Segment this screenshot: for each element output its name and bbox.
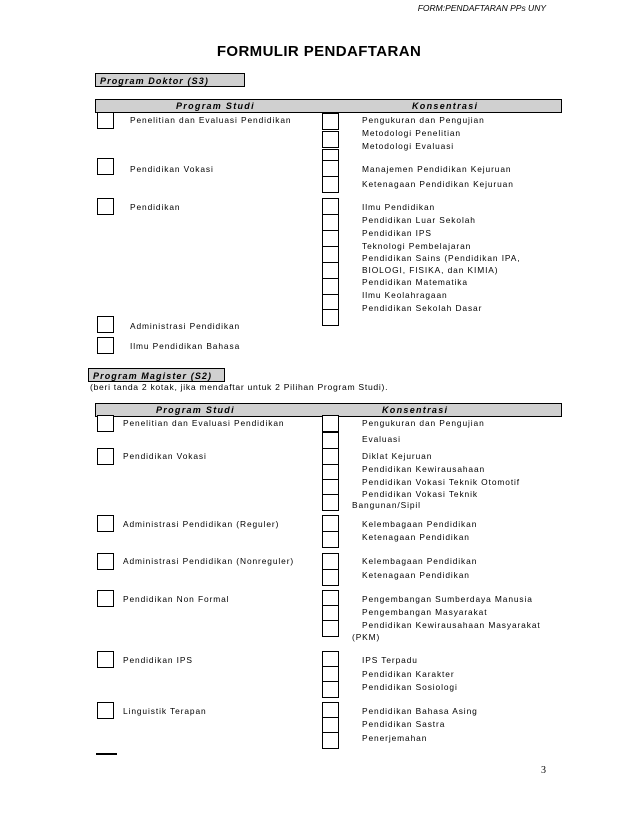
s3-col-konsentrasi: Konsentrasi: [412, 101, 479, 111]
s2-program-label: Administrasi Pendidikan (Nonreguler): [123, 556, 295, 566]
s3-konsentrasi-checkbox[interactable]: [322, 262, 339, 279]
s2-konsentrasi-label: Pendidikan Kewirausahaan: [362, 464, 486, 474]
s2-program-label: Pendidikan Vokasi: [123, 451, 207, 461]
s2-program-checkbox[interactable]: [97, 448, 114, 465]
s3-konsentrasi-label: Pendidikan Sains (Pendidikan IPA,: [362, 253, 521, 263]
s2-program-checkbox[interactable]: [97, 590, 114, 607]
s3-konsentrasi-label: Pendidikan Sekolah Dasar: [362, 303, 483, 313]
s3-konsentrasi-label: Pendidikan Matematika: [362, 277, 468, 287]
s2-konsentrasi-label: Bangunan/Sipil: [352, 500, 421, 510]
s2-konsentrasi-label: Pendidikan Vokasi Teknik Otomotif: [362, 477, 521, 487]
s2-konsentrasi-checkbox[interactable]: [322, 732, 339, 749]
s2-program-checkbox[interactable]: [97, 515, 114, 532]
s2-program-label: Linguistik Terapan: [123, 706, 207, 716]
s2-konsentrasi-label: Evaluasi: [362, 434, 401, 444]
s3-konsentrasi-checkbox[interactable]: [322, 278, 339, 295]
s3-program-checkbox[interactable]: [97, 337, 114, 354]
s3-konsentrasi-checkbox[interactable]: [322, 113, 339, 130]
s2-konsentrasi-checkbox[interactable]: [322, 448, 339, 465]
s2-col-konsentrasi: Konsentrasi: [382, 405, 449, 415]
s3-program-label: Pendidikan: [130, 202, 181, 212]
s3-konsentrasi-checkbox[interactable]: [322, 246, 339, 263]
s3-konsentrasi-checkbox[interactable]: [322, 230, 339, 247]
s2-konsentrasi-checkbox[interactable]: [322, 432, 339, 449]
s2-konsentrasi-label: Diklat Kejuruan: [362, 451, 433, 461]
s2-konsentrasi-label: Pendidikan Sastra: [362, 719, 446, 729]
s2-konsentrasi-checkbox[interactable]: [322, 681, 339, 698]
s3-col-program: Program Studi: [176, 101, 255, 111]
s3-program-label: Pendidikan Vokasi: [130, 164, 214, 174]
s3-konsentrasi-checkbox[interactable]: [322, 198, 339, 215]
s2-section-label: Program Magister (S2): [88, 368, 225, 382]
s3-konsentrasi-label: Metodologi Evaluasi: [362, 141, 455, 151]
s3-konsentrasi-checkbox[interactable]: [322, 214, 339, 231]
s2-konsentrasi-label: Pendidikan Sosiologi: [362, 682, 458, 692]
s3-konsentrasi-label: Teknologi Pembelajaran: [362, 241, 472, 251]
s2-konsentrasi-label: Ketenagaan Pendidikan: [362, 570, 470, 580]
s2-program-label: Pendidikan IPS: [123, 655, 193, 665]
s3-konsentrasi-label: Pendidikan Luar Sekolah: [362, 215, 476, 225]
s2-konsentrasi-label: Kelembagaan Pendidikan: [362, 556, 478, 566]
s2-note: (beri tanda 2 kotak, jika mendaftar untuk 2 Pilihan Program Studi).: [90, 382, 389, 392]
s3-konsentrasi-label: Manajemen Pendidikan Kejuruan: [362, 164, 512, 174]
s3-program-checkbox[interactable]: [97, 112, 114, 129]
s3-konsentrasi-label: Pengukuran dan Pengujian: [362, 115, 485, 125]
s2-program-checkbox[interactable]: [97, 651, 114, 668]
s2-program-label: Pendidikan Non Formal: [123, 594, 230, 604]
bottom-rule: [96, 753, 117, 755]
s2-program-label: Administrasi Pendidikan (Reguler): [123, 519, 280, 529]
s3-program-label: Penelitian dan Evaluasi Pendidikan: [130, 115, 292, 125]
s2-program-label: Penelitian dan Evaluasi Pendidikan: [123, 418, 285, 428]
s2-konsentrasi-checkbox[interactable]: [322, 531, 339, 548]
s2-col-program: Program Studi: [156, 405, 235, 415]
s2-konsentrasi-label: Ketenagaan Pendidikan: [362, 532, 470, 542]
s2-konsentrasi-label: Pendidikan Kewirausahaan Masyarakat: [362, 620, 541, 630]
s3-program-label: Ilmu Pendidikan Bahasa: [130, 341, 241, 351]
s3-konsentrasi-label: BIOLOGI, FISIKA, dan KIMIA): [362, 265, 499, 275]
s2-konsentrasi-label: Penerjemahan: [362, 733, 428, 743]
s3-konsentrasi-label: Ketenagaan Pendidikan Kejuruan: [362, 179, 514, 189]
s3-konsentrasi-label: Pendidikan IPS: [362, 228, 432, 238]
s3-konsentrasi-checkbox[interactable]: [322, 176, 339, 193]
s3-konsentrasi-checkbox[interactable]: [322, 131, 339, 148]
s2-program-checkbox[interactable]: [97, 702, 114, 719]
s2-konsentrasi-checkbox[interactable]: [322, 620, 339, 637]
s2-konsentrasi-label: Pengukuran dan Pengujian: [362, 418, 485, 428]
s2-konsentrasi-checkbox[interactable]: [322, 415, 339, 432]
s2-konsentrasi-checkbox[interactable]: [322, 553, 339, 570]
s3-program-checkbox[interactable]: [97, 198, 114, 215]
s3-konsentrasi-label: Ilmu Keolahragaan: [362, 290, 448, 300]
s2-konsentrasi-checkbox[interactable]: [322, 569, 339, 586]
s2-program-checkbox[interactable]: [97, 415, 114, 432]
s3-column-header: [95, 99, 562, 113]
s2-konsentrasi-label: (PKM): [352, 632, 381, 642]
s3-konsentrasi-label: Metodologi Penelitian: [362, 128, 461, 138]
s3-konsentrasi-label: Ilmu Pendidikan: [362, 202, 436, 212]
s3-section-label: Program Doktor (S3): [95, 73, 245, 87]
page-number: 3: [541, 765, 546, 776]
s2-konsentrasi-label: Pendidikan Karakter: [362, 669, 455, 679]
s2-program-checkbox[interactable]: [97, 553, 114, 570]
s3-konsentrasi-checkbox[interactable]: [322, 309, 339, 326]
s2-konsentrasi-label: Pendidikan Vokasi Teknik: [362, 489, 478, 499]
s3-program-label: Administrasi Pendidikan: [130, 321, 241, 331]
s2-konsentrasi-label: Pengembangan Sumberdaya Manusia: [362, 594, 533, 604]
s2-konsentrasi-label: Pendidikan Bahasa Asing: [362, 706, 478, 716]
page-title: FORMULIR PENDAFTARAN: [216, 43, 422, 60]
s2-konsentrasi-label: Pengembangan Masyarakat: [362, 607, 488, 617]
s2-konsentrasi-checkbox[interactable]: [322, 515, 339, 532]
s2-konsentrasi-checkbox[interactable]: [322, 494, 339, 511]
s2-konsentrasi-label: Kelembagaan Pendidikan: [362, 519, 478, 529]
s2-konsentrasi-label: IPS Terpadu: [362, 655, 418, 665]
s3-program-checkbox[interactable]: [97, 316, 114, 333]
form-code: FORM:PENDAFTARAN PPs UNY: [417, 3, 546, 13]
s3-program-checkbox[interactable]: [97, 158, 114, 175]
s3-konsentrasi-checkbox[interactable]: [322, 160, 339, 177]
